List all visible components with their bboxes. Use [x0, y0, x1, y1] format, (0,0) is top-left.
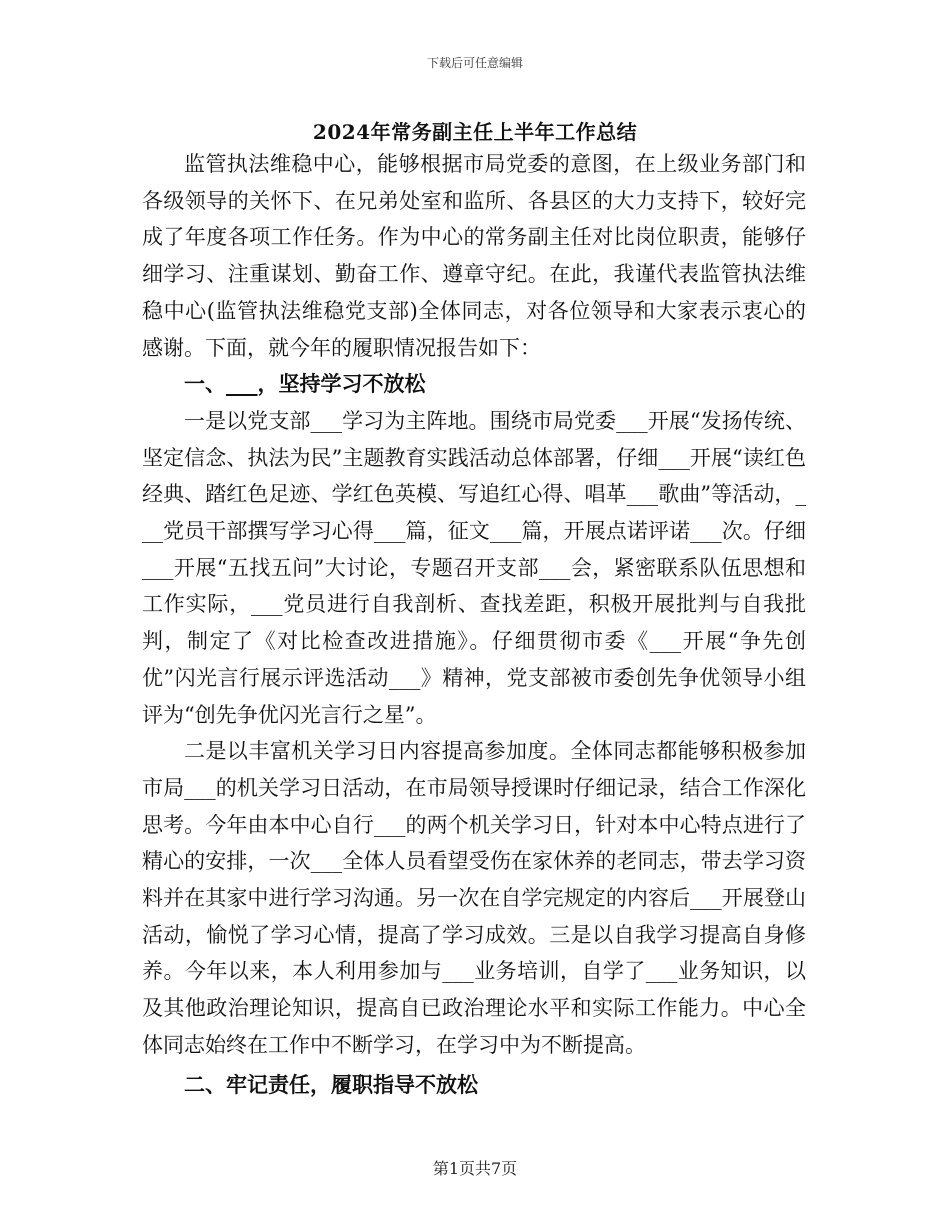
- section1-paragraph-2: 二是以丰富机关学习日内容提高参加度。全体同志都能够积极参加市局___的机关学习日活动，在市局领导授课时仔细记录，结合工作深化思考。今年由本中心自行___的两个机关学习日，针对本中心特点进行了精心的安排，一次___全体人员看望受伤在家休养的老同志，带去学习资料并在其家中进行学习沟通。另一次在自学完规定的内容后___开展登山活动，愉悦了学习心情，提高了学习成效。三是以自我学习提高自身修养。今年以来，本人利用参加与___业务培训，自学了___业务知识，以及其他政治理论知识，提高自已政治理论水平和实际工作能力。中心全体同志始终在工作中不断学习，在学习中为不断提高。: [142, 739, 806, 1057]
- header-note: 下载后可任意编辑: [426, 56, 523, 70]
- document-body: [142, 146, 806, 1103]
- page-footer: 第1页共7页: [432, 1159, 518, 1178]
- section1-paragraph-1: 一是以党支部___学习为主阵地。围绕市局党委___开展“发扬传统、坚定信念、执法为民”主题教育实践活动总体部署，仔细___开展“读红色经典、踏红色足迹、学红色英模、写追红心得、唱革___歌曲”等活动，___党员干部撰写学习心得___篇，征文___篇，开展点诺评诺___次。仔细___开展“五找五问”大讨论，专题召开支部___会，紧密联系队伍思想和工作实际，___党员进行自我剖析、查找差距，积极开展批判与自我批判，制定了《对比检查改进措施》。仔细贯彻市委《___开展“争先创优”闪光言行展示评选活动___》精神，党支部被市委创先争优领导小组评为“创先争优闪光言行之星”。: [142, 408, 806, 727]
- document-title: 2024年常务副主任上半年工作总结: [312, 120, 638, 144]
- intro-paragraph: 监管执法维稳中心，能够根据市局党委的意图，在上级业务部门和各级领导的关怀下、在兄弟处室和监所、各县区的大力支持下，较好完成了年度各项工作任务。作为中心的常务副主任对比岗位职责，能够仔细学习、注重谋划、勤奋工作、遵章守纪。在此，我谨代表监管执法维稳中心(监管执法维稳党支部)全体同志，对各位领导和大家表示衷心的感谢。下面，就今年的履职情况报告如下：: [142, 152, 806, 360]
- section1-heading: 一、___，坚持学习不放松: [184, 371, 426, 397]
- section2-heading: 二、牢记责任，履职指导不放松: [184, 1071, 478, 1097]
